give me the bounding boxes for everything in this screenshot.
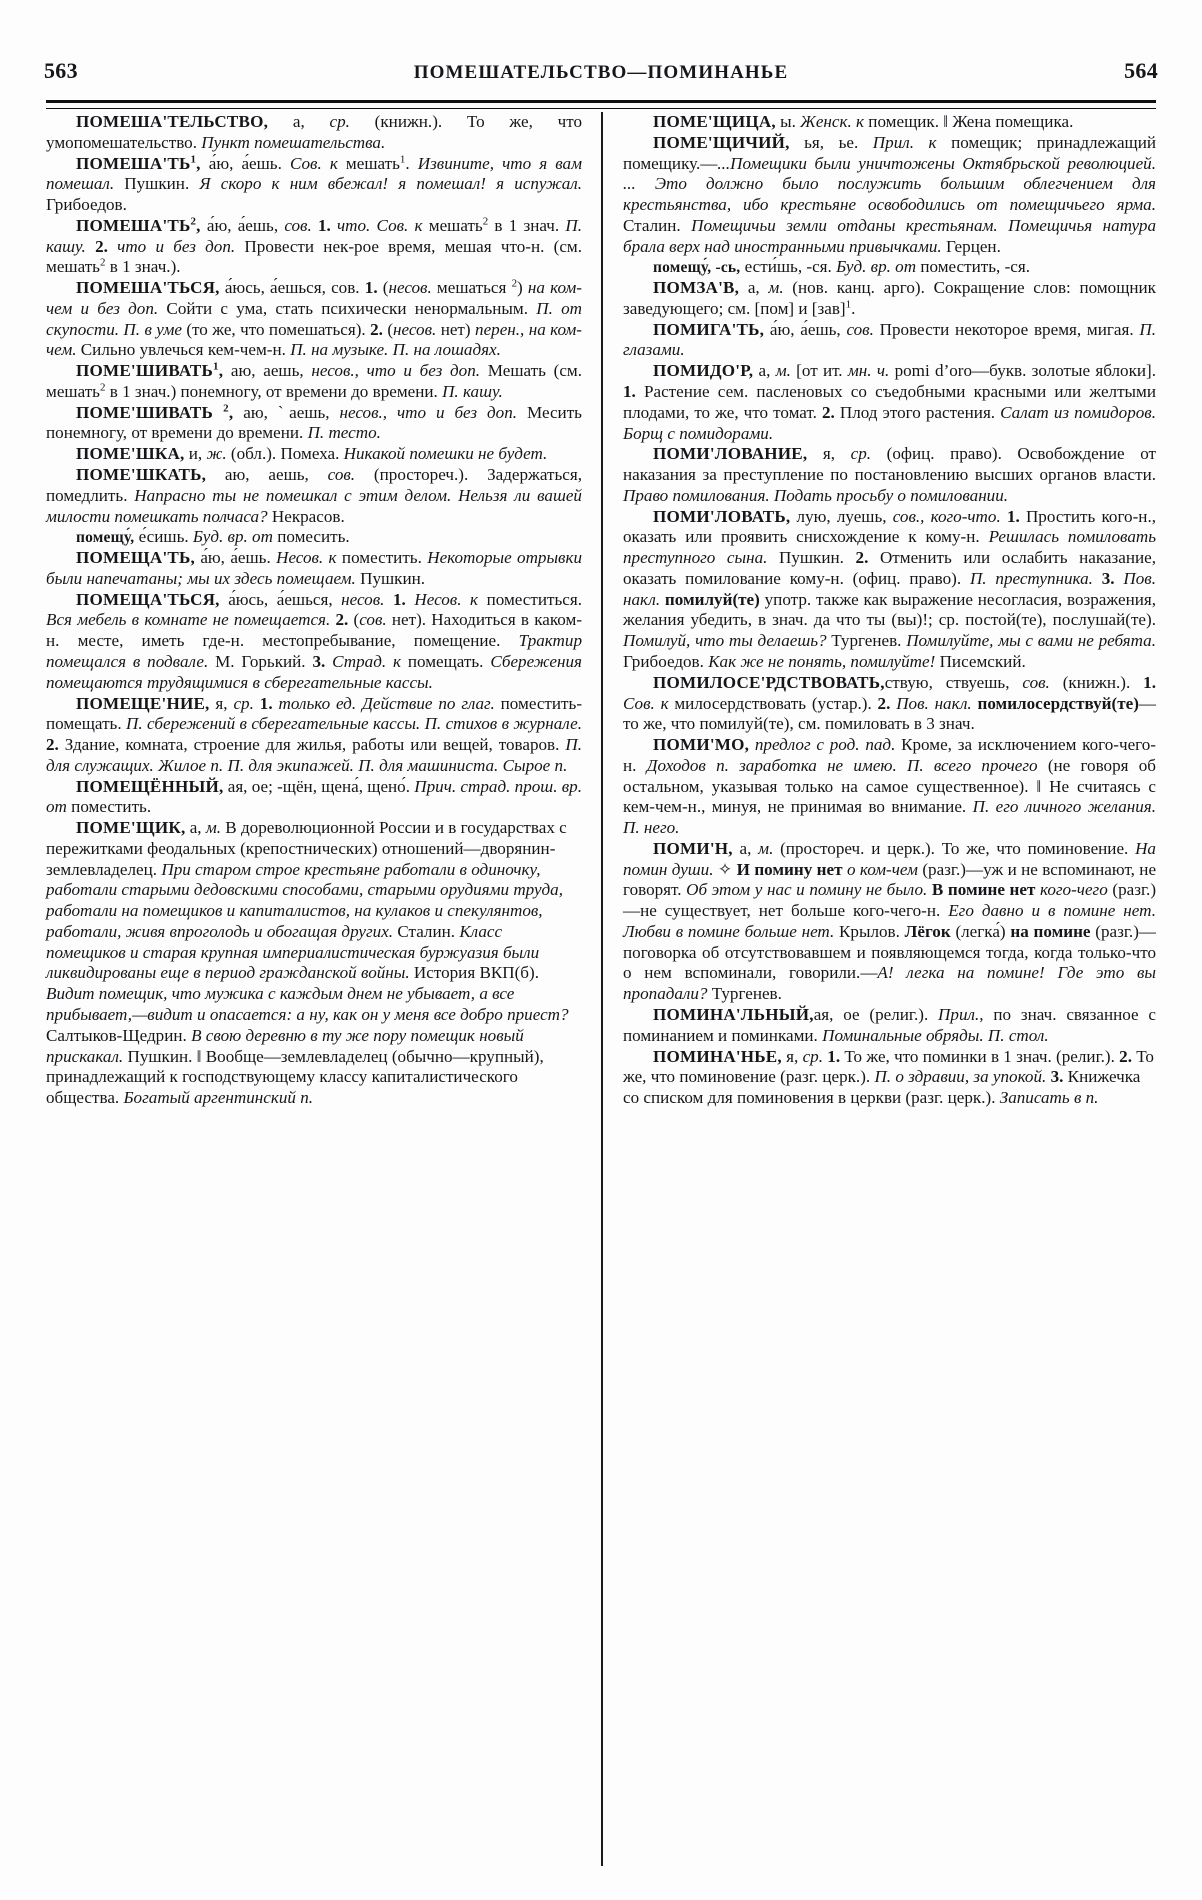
entry-headword: ПОМИНА'ЛЬНЫЙ, [653, 1004, 814, 1024]
entry-headword: ПОМЕША'ТЕЛЬСТВО, [76, 112, 269, 131]
entry-body: а́ю, а́ешь, сов. Провести некоторое время, мигая. П. глазами. [623, 319, 1157, 360]
entry-headword: ПОМИГА'ТЬ, [653, 319, 765, 339]
folio-left: 563 [44, 58, 78, 83]
dictionary-entry [46, 154, 582, 216]
entry-body: аю, аешь, сов. (простореч.). Задержаться, помедлить. Напрасно ты не помешкал с этим делом. Нельзя ли вашей милости помешкать полчаса? Некрасов. [46, 465, 582, 526]
dictionary-entry [623, 1047, 1156, 1109]
entry-headword: ПОМИ'ЛОВАТЬ, [653, 506, 791, 526]
dictionary-entry [623, 112, 1156, 133]
dictionary-entry [623, 361, 1156, 444]
entry-headword: ПОМЕ'ЩИЧИЙ, [653, 132, 790, 152]
entry-body: ы. Женск. к помещик. ‖ Жена помещика. [775, 112, 1074, 131]
entry-body: лую, луешь, сов., кого-что. 1. Простить кого-н., оказать или проявить снисхождение к кому-н. Решилась помиловать преступного сына. Пушкин. 2. Отменить или ослабить наказание, оказать помилование кому-н. (офиц. право). П. преступника. 3. Пов. накл. помилуй(те) употр. также как выражение несогласия, возражения, желания убедить, в знач. да что ты (вы)!; ср. постой(те), послушай(те). Помилуй, что ты делаешь? Тургенев. Помилуйте, мы с вами не ребята. Грибоедов. Как же не понять, помилуйте! Писемский. [623, 506, 1156, 671]
entry-headword: ПОМЕЩЕ'НИЕ, [76, 693, 210, 713]
entry-headword: $ПОМЕША'ТЬ^1$, [76, 152, 201, 173]
entry-headword: ПОМЕ'ЩИК, [76, 818, 186, 838]
entry-body: предлог с род. пад. Кроме, за исключением кого-чего-н. Доходов п. заработка не имею. П. всего прочего (не говоря об остальном, указывая только на самое существенное). ‖ Не считаясь с кем-чем-н., минуя, не принимая во внимание. П. его личного желания. П. него. [623, 735, 1156, 838]
dictionary-entry [46, 527, 582, 548]
dictionary-entry [623, 133, 1156, 258]
entry-body: ья, ье. Прил. к помещик; принадлежащий помещику.—...Помещики были уничтожены Октябрьской революцией. ... Это должно было послужить большим облегчением для крестьянства, ибо крестьяне освободились от помещичьего ярма. Сталин. Помещичьи земли отданы крестьянам. Помещичья натура брала верх над иностранными привычками. Герцен. [623, 132, 1157, 256]
entry-headword: $ПОМЕША'ТЬ^2$, [76, 215, 201, 235]
entry-body: ая, ое; -щён, щена́, щено́. Прич. страд. прош. вр. от поместить. [46, 776, 582, 817]
dictionary-entry [46, 548, 582, 590]
dictionary-entry [46, 112, 582, 154]
dictionary-entry [46, 694, 582, 777]
header-rule [46, 100, 1156, 109]
entry-headword: ПОМЕЩА'ТЬСЯ, [76, 589, 220, 609]
entry-body: е́сишь. Буд. вр. от помесить. [134, 527, 350, 547]
entry-headword: ПОМИДО'Р, [653, 361, 754, 381]
dictionary-entry [46, 777, 582, 819]
entry-body: я, ср. 1. То же, что поминки в 1 знач. (религ.). 2. То же, что поминовение (разг. церк.). П. о здравии, за упокой. 3. Книжечка со списком для поминовения в церкви (разг. церк.). Записать в п. [623, 1046, 1154, 1108]
running-head-title: ПОМЕШАТЕЛЬСТВО—ПОМИНАНЬЕ [413, 62, 789, 83]
entry-headword: ПОМИ'ЛОВАНИЕ, [653, 444, 808, 464]
entry-body: ести́шь, -ся. Буд. вр. от поместить, -ся. [740, 257, 1030, 277]
dictionary-entry [623, 320, 1156, 362]
entry-headword: ПОМЕША'ТЬСЯ, [76, 278, 220, 298]
dictionary-entry [623, 839, 1156, 1005]
entry-headword: помещу́, [76, 529, 135, 547]
entry-body: а́ю, а́ешь, сов. 1. что. Сов. к мешать$^2$ в 1 знач. П. кашу. 2. что и без доп. Провести нек-рое время, мешая что-н. (см. мешать$^2$ в 1 знач.). [46, 215, 582, 277]
entry-headword: ПОМЕ'ШИВАТЬ $^2$, [76, 402, 234, 422]
entry-headword: ПОМЗА'В, [653, 278, 740, 298]
dictionary-entry [623, 257, 1156, 278]
entry-body: я, ср. 1. только ед. Действие по глаг. поместить-помещать. П. сбережений в сберегательные кассы. П. стихов в журнале. 2. Здание, комната, строение для жилья, работы или вещей, товаров. П. для служащих. Жилое п. П. для экипажей. П. для машиниста. Сырое п. [46, 693, 583, 775]
entry-body: а, м. (простореч. и церк.). То же, что поминовение. На помин души. ✧ И помину нет о ком-чем (разг.)—уж и не вспоминают, не говорят. Об этом у нас и помину не было. В помине нет кого-чего (разг.)—не существует, нет больше кого-чего-н. Его давно и в помине нет. Любви в помине больше нет. Крылов. Лёгок (легка́) на помине (разг.)—поговорка об отсутствовавшем и появляющемся тогда, когда только-что о нем вспоминали, говорили.—А! легка на помине! Где это вы пропадали? Тургенев. [623, 838, 1157, 1004]
entry-body: ствую, ствуешь, сов. (книжн.). 1. Сов. к милосердствовать (устар.). 2. Пов. накл. помилосердствуй(те)—то же, что помилуй(те), см. помиловать в 3 знач. [623, 672, 1156, 734]
dictionary-entry [623, 507, 1156, 673]
entry-headword: ПОМЕ'ШКА, [76, 444, 185, 464]
entry-body: а, ср. (книжн.). То же, что умопомешательство. Пункт помешательства. [46, 112, 582, 152]
entry-headword: ПОМЕ'ШКАТЬ, [76, 465, 207, 485]
entry-headword: ПОМЕЩА'ТЬ, [76, 548, 195, 568]
dictionary-entry [623, 735, 1156, 839]
entry-headword: ПОМИНА'НЬЕ, [653, 1046, 782, 1066]
entry-body: аю, ˋаешь, несов., что и без доп. Месить понемногу, от времени до времени. П. тесто. [46, 402, 582, 443]
entry-body: а́юсь, а́ешься, несов. 1. Несов. к поместиться. Вся мебель в комнате не помещается. 2. (сов. нет). Находиться в каком-н. месте, иметь где-н. местопребывание, помещение. Трактир помещался в подвале. М. Горький. 3. Страд. к помещать. Сбережения помещаются трудящимися в сберегательные кассы. [46, 589, 583, 692]
dictionary-entry [46, 818, 582, 1109]
dictionary-entry [46, 403, 582, 445]
entry-body: а́ю, а́ешь. Несов. к поместить. Некоторые отрывки были напечатаны; мы их здесь помещаем. Пушкин. [46, 548, 582, 588]
dictionary-entry [623, 1005, 1156, 1047]
dictionary-entry [623, 278, 1156, 320]
dictionary-entry [46, 278, 582, 361]
column-container [46, 112, 1156, 1866]
running-head [44, 58, 1158, 94]
entry-body: я, ср. (офиц. право). Освобождение от наказания за преступление по постановлению высших органов власти. Право помилования. Подать просьбу о помиловании. [623, 444, 1157, 505]
entry-body: а, м. В дореволюционной России и в государствах с пережитками феодальных (крепостнических) отношений—дворянин-землевладелец. При старом строе крестьяне работали в одиночку, работали старыми дедовскими способами, старыми орудиями труда, работали на помещиков и капиталистов, на кулаков и спекулянтов, работали, живя впроголодь и обогащая других. Сталин. Класс помещиков и старая крупная империалистическая буржуазия были ликвидированы еще в период гражданской войны. История ВКП(б). Видит помещик, что мужика с каждым днем не убывает, а все прибывает,—видит и опасается: а ну, как он у меня все добро приест? Салтыков-Щедрин. В свою деревню в ту же пору помещик новый прискакал. Пушкин. ‖ Вообще—землевладелец (обычно—крупный), принадлежащий к господствующему классу капиталистического общества. Богатый аргентинский п. [46, 818, 569, 1108]
entry-headword: ПОМИ'Н, [653, 838, 733, 858]
entry-body: а, м. [от ит. мн. ч. pomi d’oro—букв. золотые яблоки]. 1. Растение сем. пасленовых со съедобными красными или желтыми плодами, то же, что томат. 2. Плод этого растения. Салат из помидоров. Борщ с помидорами. [623, 361, 1156, 443]
entry-body: и, ж. (обл.). Помеха. Никакой помешки не будет. [184, 444, 548, 464]
column-right [601, 112, 1156, 1866]
entry-body: а́ю, а́ешь. Сов. к мешать$^1$. Извините, что я вам помешал. Пушкин. Я скоро к ним вбежал! я помешал! я испужал. Грибоедов. [46, 152, 583, 215]
dictionary-entry [46, 444, 582, 465]
entry-headword: ПОМИ'МО, [653, 735, 750, 755]
entry-headword: ПОМЕ'ШИВАТЬ$^1$, [76, 360, 224, 381]
dictionary-entry [623, 444, 1156, 506]
entry-body: а, м. (нов. канц. арго). Сокращение слов: помощник заведующего; см. [пом] и [зав]$^1$. [623, 278, 1156, 318]
entry-body: ая, ое (религ.). Прил., по знач. связанное с поминанием и поминками. Поминальные обряды. П. стол. [623, 1004, 1156, 1045]
entry-body: аю, аешь, несов., что и без доп. Мешать (см. мешать$^2$ в 1 знач.) понемногу, от времени до времени. П. кашу. [46, 361, 582, 401]
entry-headword: ПОМИЛОСЕ'РДСТВОВАТЬ, [653, 672, 885, 692]
dictionary-entry [46, 361, 582, 403]
entry-headword: ПОМЕЩЁННЫЙ, [76, 776, 224, 796]
dictionary-entry [46, 590, 582, 694]
entry-body: а́юсь, а́ешься, сов. 1. (несов. мешаться $^2$) на ком-чем и без доп. Сойти с ума, стать психически ненормальным. П. от скупости. П. в уме (то же, что помешаться). 2. (несов. нет) перен., на ком-чем. Сильно увлечься кем-чем-н. П. на музыке. П. на лошадях. [46, 277, 583, 360]
entry-headword: помещу́, -сь, [653, 259, 741, 277]
folio-right: 564 [1124, 58, 1158, 83]
dictionary-entry [623, 673, 1156, 735]
dictionary-entry [46, 216, 582, 278]
entry-headword: ПОМЕ'ЩИЦА, [653, 112, 776, 131]
dictionary-entry [46, 465, 582, 527]
column-left [46, 112, 601, 1866]
